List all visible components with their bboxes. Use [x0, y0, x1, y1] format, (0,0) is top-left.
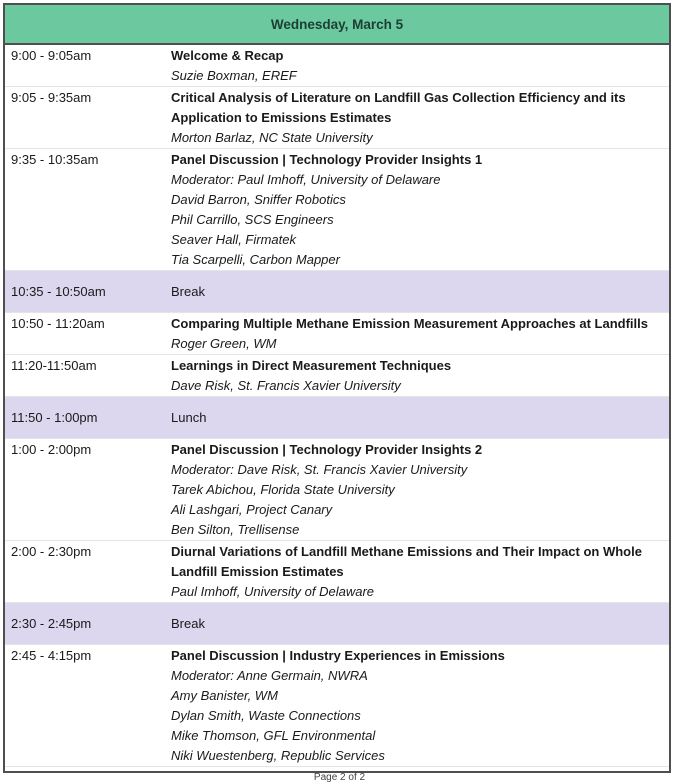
- session-time: 11:50 - 1:00pm: [11, 409, 98, 425]
- session-time: 2:00 - 2:30pm: [11, 544, 92, 559]
- session-details: [171, 440, 669, 540]
- session-row: [5, 271, 669, 313]
- session-speaker: Tarek Abichou, Florida State University: [171, 482, 395, 497]
- session-details: [171, 542, 669, 602]
- session-row: [5, 45, 669, 87]
- session-speaker: David Barron, Sniffer Robotics: [171, 192, 346, 207]
- session-row: [5, 87, 669, 149]
- session-row: [5, 645, 669, 767]
- session-speaker: Seaver Hall, Firmatek: [171, 232, 296, 247]
- session-speaker: Amy Banister, WM: [171, 688, 278, 703]
- agenda-table: [3, 3, 671, 773]
- session-speaker: Morton Barlaz, NC State University: [171, 130, 373, 145]
- session-title: Lunch: [171, 409, 207, 425]
- session-time: 9:00 - 9:05am: [11, 48, 92, 63]
- session-row: [5, 541, 669, 603]
- session-time: 9:35 - 10:35am: [11, 152, 99, 167]
- session-row: [5, 313, 669, 355]
- session-speaker: Dave Risk, St. Francis Xavier University: [171, 378, 401, 393]
- session-speaker: Suzie Boxman, EREF: [171, 68, 297, 83]
- session-details: [171, 646, 669, 766]
- session-title: Learnings in Direct Measurement Techniques: [171, 358, 452, 373]
- session-title: Panel Discussion | Technology Provider Insights 2: [171, 442, 483, 457]
- session-title: Diurnal Variations of Landfill Methane Emissions and Their Impact on Whole Landfill Emission Estimates: [171, 544, 642, 579]
- session-details: [171, 88, 669, 148]
- session-details: [171, 46, 669, 86]
- session-title: Comparing Multiple Methane Emission Measurement Approaches at Landfills: [171, 316, 648, 331]
- session-title: Welcome & Recap: [171, 48, 284, 63]
- session-row: [5, 355, 669, 397]
- session-details: [171, 282, 669, 302]
- page-number: Page 2 of 2: [313, 772, 366, 783]
- session-details: [171, 314, 669, 354]
- session-time: 1:00 - 2:00pm: [11, 442, 92, 457]
- session-speaker: Ali Lashgari, Project Canary: [171, 502, 333, 517]
- session-time: 2:30 - 2:45pm: [11, 615, 92, 631]
- session-row: [5, 149, 669, 271]
- session-row: [5, 397, 669, 439]
- session-title: Break: [171, 283, 205, 299]
- session-speaker: Paul Imhoff, University of Delaware: [171, 584, 375, 599]
- session-title: Panel Discussion | Industry Experiences in Emissions: [171, 648, 505, 663]
- session-speaker: Phil Carrillo, SCS Engineers: [171, 212, 334, 227]
- session-speaker: Niki Wuestenberg, Republic Services: [171, 748, 385, 763]
- session-title: Break: [171, 615, 205, 631]
- session-speaker: Moderator: Paul Imhoff, University of Delaware: [171, 172, 441, 187]
- session-title: Critical Analysis of Literature on Landfill Gas Collection Efficiency and its Application to Emissions Estimates: [171, 90, 626, 125]
- session-speaker: Moderator: Anne Germain, NWRA: [171, 668, 368, 683]
- session-list: [5, 45, 669, 767]
- session-time: 10:35 - 10:50am: [11, 283, 106, 299]
- session-row: [5, 439, 669, 541]
- session-time: 2:45 - 4:15pm: [11, 648, 92, 663]
- session-time: 10:50 - 11:20am: [11, 316, 105, 331]
- session-details: [171, 614, 669, 634]
- session-time: 9:05 - 9:35am: [11, 90, 92, 105]
- session-speaker: Tia Scarpelli, Carbon Mapper: [171, 252, 340, 267]
- session-details: [171, 150, 669, 270]
- session-speaker: Ben Silton, Trellisense: [171, 522, 300, 537]
- day-header: [5, 5, 669, 45]
- session-title: Panel Discussion | Technology Provider Insights 1: [171, 152, 483, 167]
- session-speaker: Moderator: Dave Risk, St. Francis Xavier University: [171, 462, 468, 477]
- session-row: [5, 603, 669, 645]
- session-speaker: Roger Green, WM: [171, 336, 277, 351]
- day-title: Wednesday, March 5: [270, 16, 404, 32]
- session-speaker: Mike Thomson, GFL Environmental: [171, 728, 376, 743]
- session-details: [171, 408, 669, 428]
- session-time: 11:20-11:50am: [11, 358, 97, 373]
- session-speaker: Dylan Smith, Waste Connections: [171, 708, 361, 723]
- session-details: [171, 356, 669, 396]
